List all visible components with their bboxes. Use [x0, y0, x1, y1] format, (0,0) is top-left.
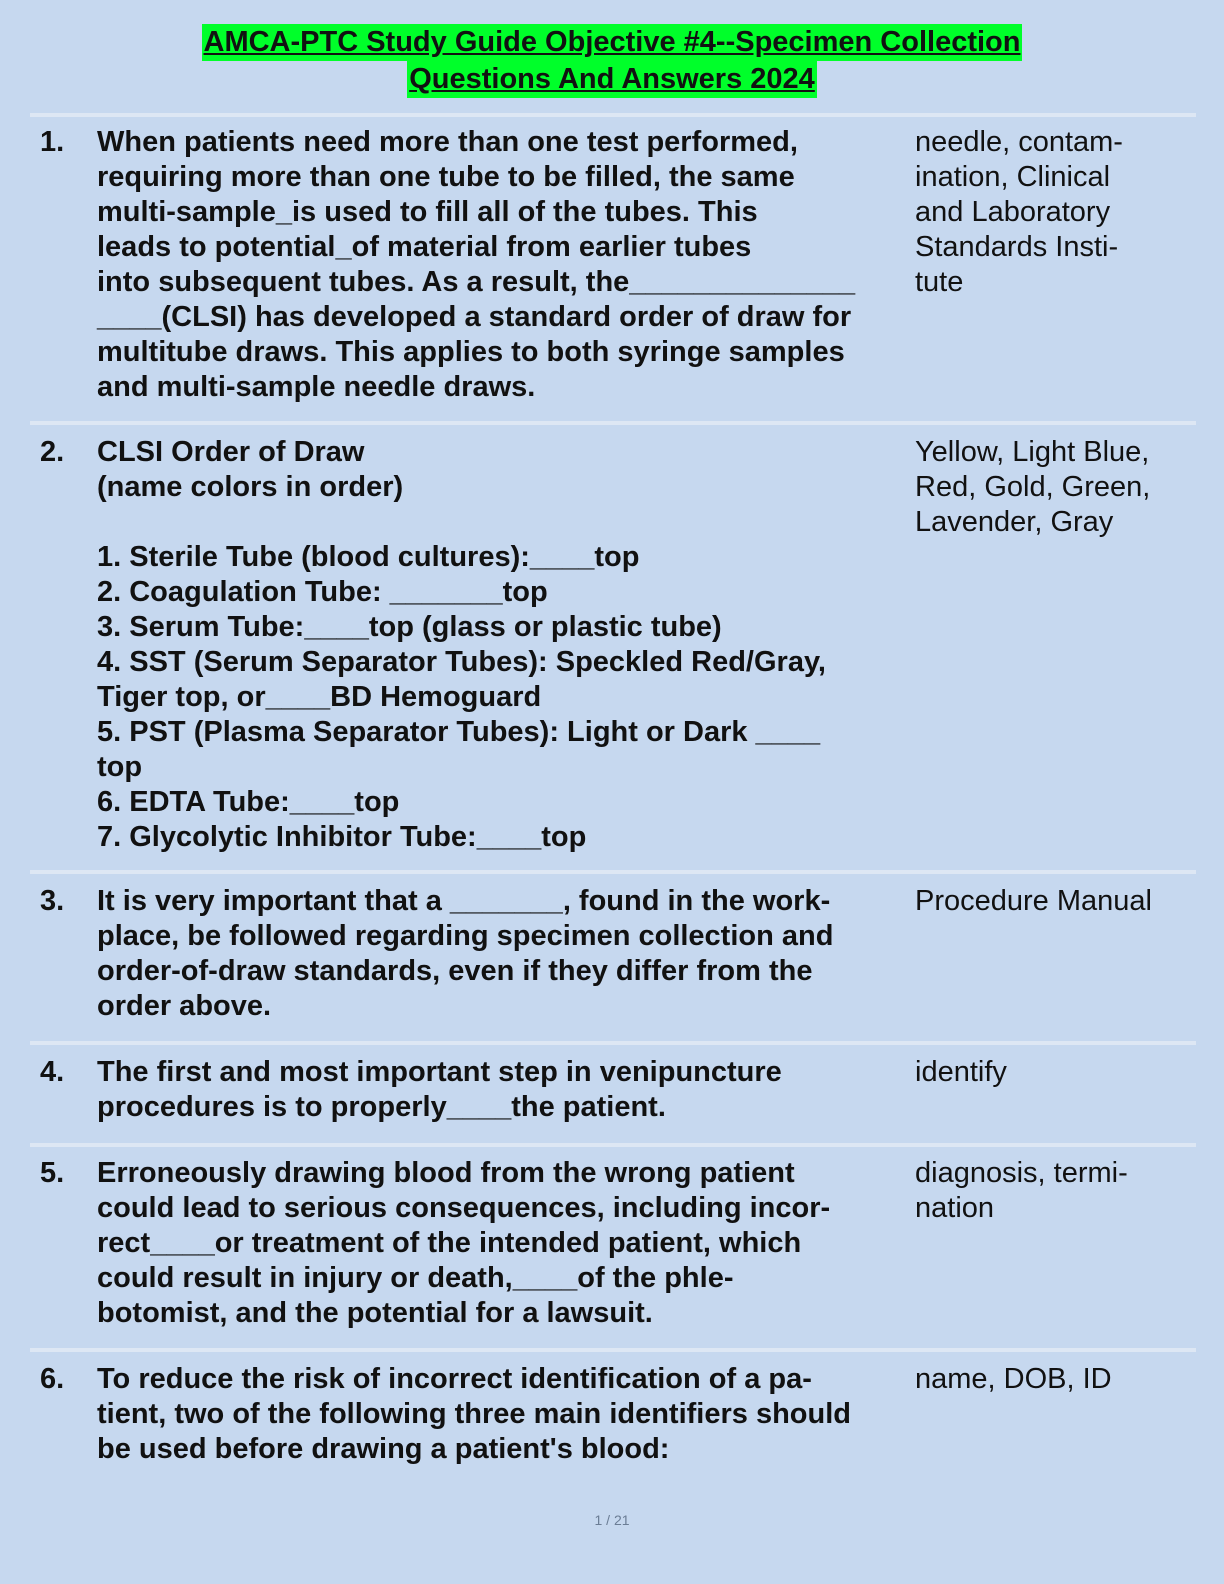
- question-text: To reduce the risk of incorrect identification of a pa- tient, two of the following three main identifiers should be used before drawing a patient's blood:: [97, 1363, 851, 1465]
- question-text: CLSI Order of Draw (name colors in order) 1. Sterile Tube (blood cultures):____top 2. Coagulation Tube: _______top 3. Serum Tube:____top (glass or plastic tube) 4. SST (Serum Separator Tubes): Speckled Red/Gray, Tiger top, or____BD Hemoguard 5. PST (Plasma Separator Tubes): Light or Dark ____ top 6. EDTA Tube:____top 7. Glycolytic Inhibitor Tube:____top: [97, 436, 826, 853]
- item-number: 5.: [40, 1157, 65, 1189]
- document-title: [0, 24, 1224, 98]
- divider: [30, 1143, 1196, 1147]
- answer-text: diagnosis, termi- nation: [915, 1157, 1128, 1224]
- page-number: 1 / 21: [594, 1512, 630, 1528]
- item-number: 2.: [40, 436, 65, 468]
- divider: [30, 1041, 1196, 1045]
- divider: [30, 421, 1196, 425]
- answer-text: needle, contam- ination, Clinical and Laboratory Standards Insti- tute: [915, 126, 1123, 298]
- question-text: Erroneously drawing blood from the wrong patient could lead to serious consequences, including incor- rect____or treatment of the intended patient, which could result in injury or death,____of the phle- botomist, and the potential for a lawsuit.: [97, 1157, 831, 1329]
- item-number: 4.: [40, 1056, 65, 1088]
- answer-text: Yellow, Light Blue, Red, Gold, Green, Lavender, Gray: [915, 436, 1151, 538]
- answer-text: Procedure Manual: [915, 885, 1152, 917]
- title-line-2: Questions And Answers 2024: [407, 61, 817, 98]
- question-text: It is very important that a _______, found in the work- place, be followed regarding specimen collection and order-of-draw standards, even if they differ from the order above.: [97, 885, 834, 1022]
- title-line-1: AMCA-PTC Study Guide Objective #4--Specimen Collection: [202, 24, 1023, 61]
- divider: [30, 113, 1196, 117]
- answer-text: identify: [915, 1056, 1007, 1088]
- item-number: 3.: [40, 885, 65, 917]
- divider: [30, 1348, 1196, 1352]
- item-number: 1.: [40, 126, 65, 158]
- item-number: 6.: [40, 1363, 65, 1395]
- divider: [30, 870, 1196, 874]
- question-text: The first and most important step in venipuncture procedures is to properly____the patient.: [97, 1056, 782, 1123]
- question-text: When patients need more than one test performed, requiring more than one tube to be filled, the same multi-sample_is used to fill all of the tubes. This leads to potential_of material from earlier tubes into subsequent tubes. As a result, the______________ ____(CLSI) has developed a standard order of draw for multitube draws. This applies to both syringe samples and multi-sample needle draws.: [97, 126, 856, 403]
- answer-text: name, DOB, ID: [915, 1363, 1112, 1395]
